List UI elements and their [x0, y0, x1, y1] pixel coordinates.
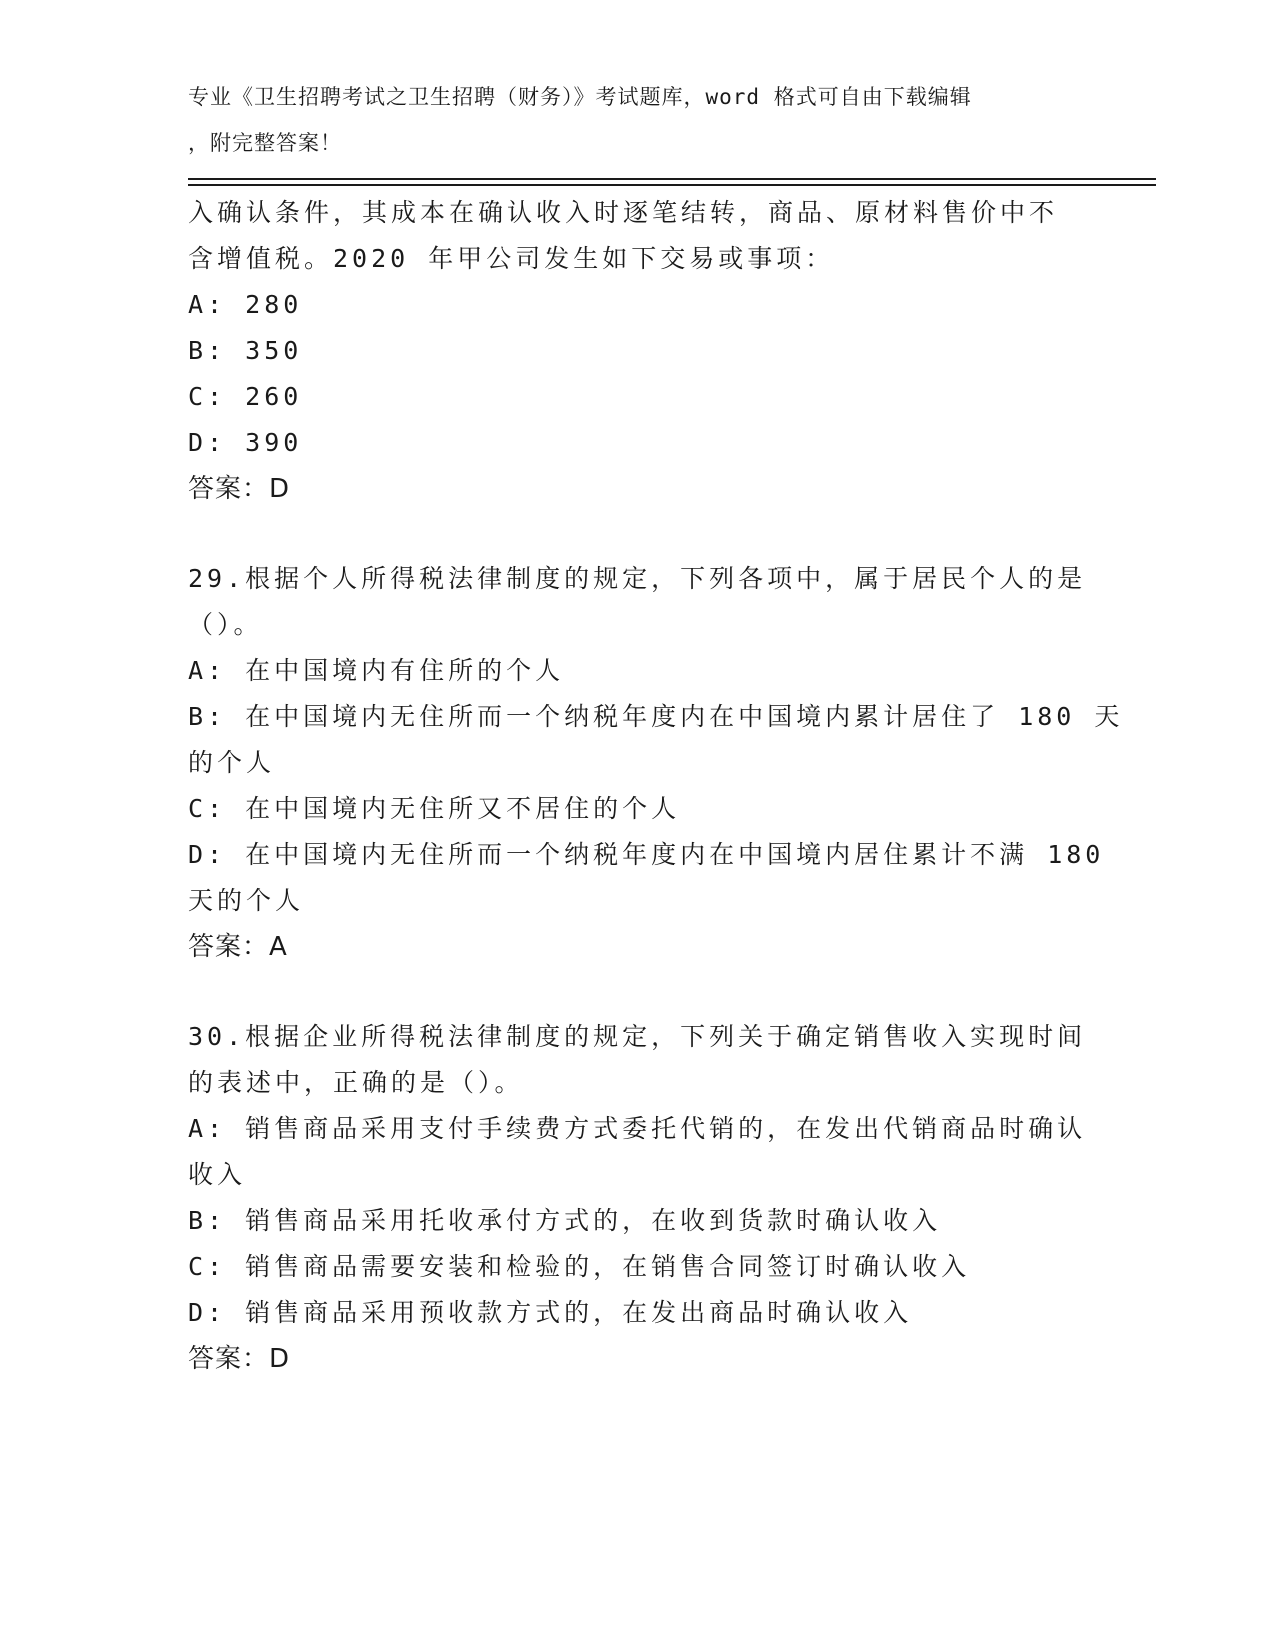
option-a-continued: 收入	[188, 1160, 247, 1189]
option-a: A: 在中国境内有住所的个人	[188, 656, 565, 685]
option-b: B: 在中国境内无住所而一个纳税年度内在中国境内累计居住了 180 天	[188, 702, 1124, 731]
option-d: D: 在中国境内无住所而一个纳税年度内在中国境内居住累计不满 180	[188, 840, 1105, 869]
question-text-line: （）。	[188, 610, 263, 639]
option-b: B: 销售商品采用托收承付方式的，在收到货款时确认收入	[188, 1206, 942, 1235]
header-line-1: 专业《卫生招聘考试之卫生招聘（财务）》考试题库，word 格式可自由下载编辑	[188, 85, 972, 109]
option-a: A: 销售商品采用支付手续费方式委托代销的，在发出代销商品时确认	[188, 1114, 1087, 1143]
question-text-line: 的表述中，正确的是（）。	[188, 1068, 524, 1097]
question-text-line: 30.根据企业所得税法律制度的规定，下列关于确定销售收入实现时间	[188, 1022, 1087, 1051]
question-text-line: 29.根据个人所得税法律制度的规定，下列各项中，属于居民个人的是	[188, 564, 1087, 593]
header-rule-bottom	[188, 184, 1156, 186]
option-b-continued: 的个人	[188, 748, 276, 777]
question-30	[188, 1014, 1088, 1382]
option-c: C: 在中国境内无住所又不居住的个人	[188, 794, 681, 823]
option-b: B: 350	[188, 336, 303, 365]
question-text-line: 含增值税。2020 年甲公司发生如下交易或事项：	[188, 244, 835, 273]
answer-label: 答案：D	[188, 1344, 291, 1374]
header-line-2: ，附完整答案！	[188, 131, 342, 155]
answer-label: 答案：A	[188, 932, 288, 962]
answer-label: 答案：D	[188, 474, 291, 504]
question-29	[188, 556, 1124, 970]
option-c: C: 260	[188, 382, 303, 411]
document-header	[188, 74, 1068, 166]
question-block-continued	[188, 190, 1088, 512]
option-a: A: 280	[188, 290, 303, 319]
header-rule-top	[188, 178, 1156, 180]
question-content	[188, 190, 1124, 1382]
option-d: D: 销售商品采用预收款方式的，在发出商品时确认收入	[188, 1298, 913, 1327]
option-c: C: 销售商品需要安装和检验的，在销售合同签订时确认收入	[188, 1252, 971, 1281]
option-d-continued: 天的个人	[188, 886, 305, 915]
option-d: D: 390	[188, 428, 303, 457]
question-text-line: 入确认条件，其成本在确认收入时逐笔结转，商品、原材料售价中不	[188, 198, 1059, 227]
